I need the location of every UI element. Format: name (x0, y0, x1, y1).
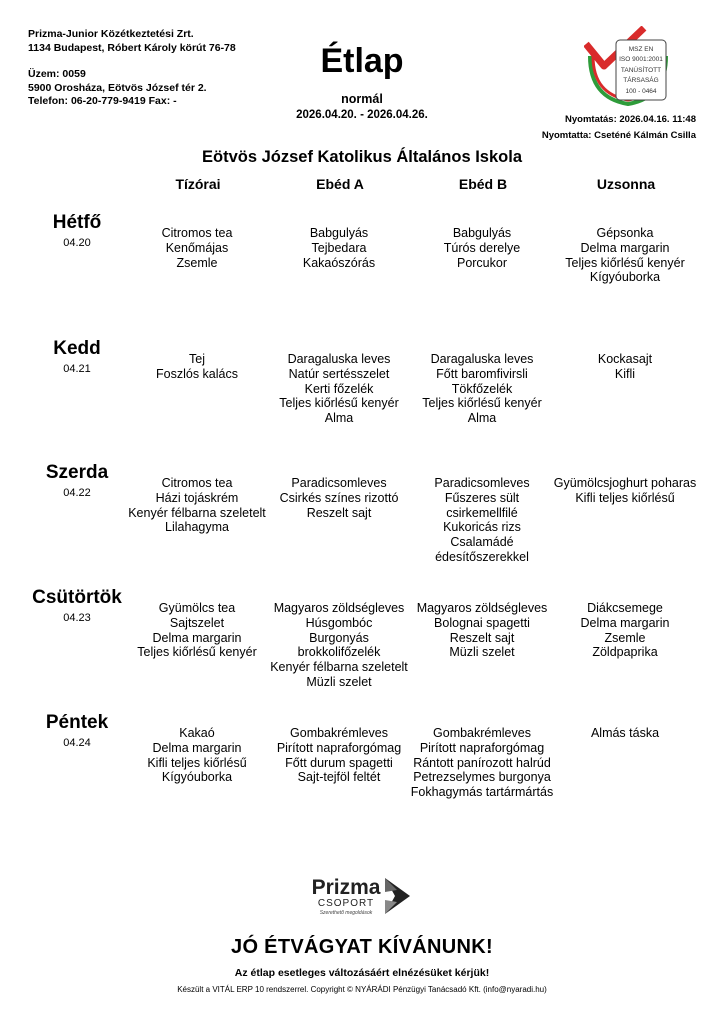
logo-name: Prizma (311, 876, 381, 899)
menu-item: Kenőmájas (165, 240, 229, 255)
menu-item: Porcukor (456, 255, 508, 270)
menu-item: Főtt baromfivirsli (436, 366, 528, 381)
menu-item: Gyümölcsjoghurt poharas (553, 476, 697, 490)
menu-item: Gépsonka (596, 226, 654, 240)
menu-item: Túrós derelye (443, 240, 521, 255)
menu-item: Daragaluska leves (287, 352, 391, 366)
menu-item: Pirított napraforgómag (276, 740, 402, 755)
company-address: 1134 Budapest, Róbert Károly körút 76-78 (28, 41, 236, 54)
logo-tagline: Szerethető megoldások (319, 910, 373, 916)
menu-item: Kenyér félbarna szeletelt (128, 505, 266, 520)
menu-item: Magyaros zöldségleves (273, 601, 405, 615)
menu-item: Tej (189, 352, 205, 366)
menu-item: Lilahagyma (165, 520, 229, 535)
menu-item: Kígyóuborka (161, 770, 233, 785)
menu-item: Gyümölcs tea (158, 601, 236, 615)
menu-item: Bolognai spagetti (434, 615, 530, 630)
footer-copyright: Készült a VITÁL ERP 10 rendszerrel. Copyright © NYÁRÁDI Pénzügyi Tanácsadó Kft. (info@nyaradi.hu) (177, 985, 547, 994)
menu-item: Citromos tea (161, 226, 233, 240)
menu-item: Diákcsemege (587, 601, 663, 615)
menu-cell (407, 476, 557, 565)
menu-item: Kockasajt (597, 352, 653, 366)
menu-cell (407, 352, 557, 426)
day-name: Szerda (45, 462, 109, 483)
day-name: Csütörtök (32, 587, 122, 608)
menu-item: Tejbedara (311, 240, 367, 255)
menu-item: Csalamádé (450, 535, 514, 550)
menu-item: Sajt-tejföl feltét (297, 770, 381, 785)
menu-item: Reszelt sajt (449, 630, 515, 645)
menu-item: Petrezselymes burgonya (413, 770, 551, 785)
unit-number: Üzem: 0059 (28, 68, 86, 80)
menu-cell (122, 601, 272, 660)
menu-item: Tökfőzelék (451, 381, 513, 396)
menu-item: Zsemle (176, 255, 218, 270)
menu-cell (122, 226, 272, 270)
menu-item: Zöldpaprika (592, 645, 658, 660)
day-name: Péntek (45, 712, 109, 733)
menu-item: Delma margarin (152, 740, 242, 755)
menu-item: Müzli szelet (306, 674, 372, 689)
print-date: Nyomtatás: 2026.04.16. 11:48 (565, 114, 696, 125)
menu-item: Kifli (614, 366, 636, 381)
menu-cell (264, 352, 414, 426)
menu-item: Foszlós kalács (156, 366, 238, 381)
menu-item: Kenyér félbarna szeletelt (270, 660, 408, 675)
menu-cell (550, 226, 700, 285)
menu-item: Zsemle (604, 630, 646, 645)
menu-item: Csirkés színes rizottó (279, 490, 399, 505)
unit-address: 5900 Orosháza, Eötvös József tér 2. (28, 81, 207, 94)
menu-item: Húsgombóc (305, 615, 373, 630)
menu-period: 2026.04.20. - 2026.04.26. (296, 109, 428, 121)
menu-cell (550, 726, 700, 741)
menu-cell (122, 726, 272, 785)
menu-cell (407, 226, 557, 270)
menu-item: Gombakrémleves (290, 726, 388, 740)
column-header-ebed-b: Ebéd B (458, 176, 508, 192)
school-name: Eötvös József Katolikus Általános Iskola (201, 148, 522, 166)
menu-item: Paradicsomleves (434, 476, 530, 490)
day-date: 04.21 (63, 363, 91, 375)
menu-item: Kakaószórás (302, 255, 376, 270)
menu-cell (264, 226, 414, 270)
cert-line-3: TANÚSÍTOTT (620, 67, 662, 74)
iso-certificate-logo (584, 26, 672, 108)
menu-cell (122, 476, 272, 535)
menu-item: Delma margarin (580, 615, 670, 630)
day-name: Kedd (53, 338, 101, 359)
menu-item: Kukoricás rizs (443, 520, 521, 535)
logo-group: CSOPORT (317, 898, 375, 909)
menu-cell (407, 726, 557, 800)
cert-line-2: ISO 9001:2001 (619, 56, 663, 63)
menu-cell (550, 352, 700, 382)
day-date: 04.22 (63, 487, 91, 499)
day-date: 04.23 (63, 612, 91, 624)
print-info (542, 112, 696, 144)
menu-item: Müzli szelet (449, 645, 515, 660)
menu-item: Paradicsomleves (291, 476, 387, 490)
footer-apology: Az étlap esetleges változásáért elnézésüket kérjük! (234, 967, 490, 979)
column-header-tizorai: Tízórai (175, 176, 221, 192)
printed-by: Nyomtatta: Cseténé Kálmán Csilla (541, 130, 696, 141)
menu-item: csirkemellfilé (446, 505, 518, 520)
company-name: Prizma-Junior Közétkeztetési Zrt. (28, 28, 194, 40)
cert-line-5: 100 - 0464 (625, 88, 657, 95)
menu-item: Sajtszelet (169, 615, 225, 630)
menu-item: Fűszeres sült (444, 490, 520, 505)
column-header-ebed-a: Ebéd A (316, 176, 364, 192)
menu-cell (122, 352, 272, 382)
menu-item: Teljes kiőrlésű kenyér (279, 396, 399, 411)
menu-item: Natúr sertésszelet (288, 366, 390, 381)
menu-item: Teljes kiőrlésű kenyér (137, 645, 257, 660)
menu-item: Alma (324, 411, 354, 426)
menu-item: brokkolifőzelék (297, 645, 381, 660)
menu-cell (407, 601, 557, 660)
prizma-logo (0, 872, 724, 920)
menu-item: Babgulyás (452, 226, 512, 240)
contact-info: Telefon: 06-20-779-9419 Fax: - (28, 95, 177, 107)
day-date: 04.24 (63, 737, 91, 749)
menu-item: Kifli teljes kiőrlésű (575, 490, 675, 505)
menu-cell (550, 601, 700, 660)
cert-line-4: TÁRSASÁG (623, 77, 659, 84)
menu-item: Főtt durum spagetti (285, 755, 393, 770)
page-title: Étlap (320, 42, 404, 80)
menu-item: Rántott panírozott halrúd (413, 755, 551, 770)
menu-item: Kakaó (179, 726, 215, 740)
menu-item: Kifli teljes kiőrlésű (147, 755, 247, 770)
menu-item: Kígyóuborka (589, 270, 661, 285)
cert-line-1: MSZ EN (628, 46, 654, 53)
menu-item: Delma margarin (580, 240, 670, 255)
day-date: 04.20 (63, 237, 91, 249)
menu-item: Kerti főzelék (304, 381, 374, 396)
menu-item: Pirított napraforgómag (419, 740, 545, 755)
menu-cell (264, 601, 414, 690)
menu-item: Daragaluska leves (430, 352, 534, 366)
menu-item: Teljes kiőrlésű kenyér (565, 255, 685, 270)
column-header-uzsonna: Uzsonna (596, 176, 656, 192)
menu-type: normál (341, 92, 383, 106)
menu-cell (264, 726, 414, 785)
menu-item: édesítőszerekkel (435, 549, 529, 564)
menu-item: Fokhagymás tartármártás (410, 785, 554, 800)
menu-item: Alma (467, 411, 497, 426)
footer-greeting: JÓ ÉTVÁGYAT KÍVÁNUNK! (231, 936, 493, 958)
menu-cell (550, 476, 700, 506)
menu-item: Reszelt sajt (306, 505, 372, 520)
menu-item: Delma margarin (152, 630, 242, 645)
menu-item: Citromos tea (161, 476, 233, 490)
menu-item: Gombakrémleves (433, 726, 531, 740)
day-name: Hétfő (52, 212, 102, 233)
menu-item: Almás táska (590, 726, 660, 740)
menu-item: Burgonyás (309, 630, 369, 645)
menu-cell (264, 476, 414, 520)
menu-item: Házi tojáskrém (155, 490, 239, 505)
menu-item: Magyaros zöldségleves (416, 601, 548, 615)
menu-item: Teljes kiőrlésű kenyér (422, 396, 542, 411)
menu-item: Babgulyás (309, 226, 369, 240)
